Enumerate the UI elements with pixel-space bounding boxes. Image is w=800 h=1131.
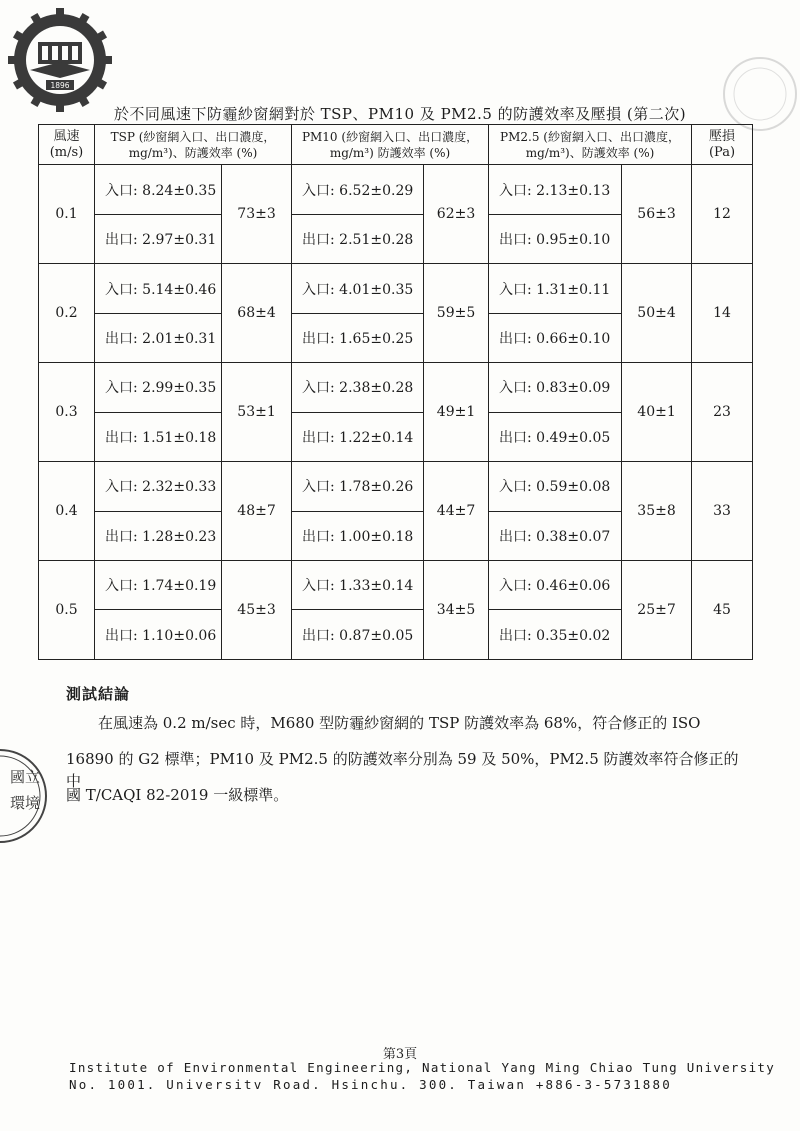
speed-cell: 0.4 <box>39 462 95 561</box>
svg-text:國立: 國立 <box>10 768 41 786</box>
speed-cell: 0.2 <box>39 264 95 363</box>
tsp-outlet: 出口: 2.97±0.31 <box>95 214 222 263</box>
tsp-inlet: 入口: 8.24±0.35 <box>95 165 222 214</box>
page-number: 第3頁 <box>382 1047 418 1062</box>
pressure-loss: 33 <box>692 462 753 561</box>
tsp-inlet: 入口: 2.32±0.33 <box>95 462 222 511</box>
table-row <box>39 462 753 511</box>
conclusion-line-2: 16890 的 G2 標準；PM10 及 PM2.5 的防護效率分別為 59 及 50%，PM2.5 防護效率符合修正的中 <box>66 750 739 790</box>
pm10-efficiency: 44±7 <box>424 462 489 561</box>
pm25-outlet: 出口: 0.66±0.10 <box>489 313 622 362</box>
table-row <box>39 165 753 214</box>
tsp-efficiency: 48±7 <box>222 462 292 561</box>
pressure-loss: 23 <box>692 363 753 462</box>
pm10-outlet: 出口: 2.51±0.28 <box>292 214 424 263</box>
header-pressure: 壓損 (Pa) <box>692 125 753 165</box>
pm25-inlet: 入口: 0.46±0.06 <box>489 561 622 610</box>
table-title: 於不同風速下防霾紗窗網對於 TSP、PM10 及 PM2.5 的防護效率及壓損 (第二次) <box>113 105 687 123</box>
speed-cell: 0.3 <box>39 363 95 462</box>
pm10-efficiency: 59±5 <box>424 264 489 363</box>
table-row <box>39 363 753 412</box>
table-row <box>39 561 753 610</box>
pm25-inlet: 入口: 0.59±0.08 <box>489 462 622 511</box>
pm25-efficiency: 56±3 <box>622 165 692 264</box>
tsp-efficiency: 68±4 <box>222 264 292 363</box>
gear-icon <box>8 8 112 112</box>
pm25-efficiency: 35±8 <box>622 462 692 561</box>
pm25-efficiency: 40±1 <box>622 363 692 462</box>
pm10-inlet: 入口: 4.01±0.35 <box>292 264 424 313</box>
pm25-efficiency: 50±4 <box>622 264 692 363</box>
pm10-efficiency: 62±3 <box>424 165 489 264</box>
pm25-outlet: 出口: 0.38±0.07 <box>489 511 622 560</box>
footer-institute: Institute of Environmental Engineering, National Yang Ming Chiao Tung University <box>69 1060 776 1075</box>
pm10-outlet: 出口: 1.65±0.25 <box>292 313 424 362</box>
pm10-inlet: 入口: 6.52±0.29 <box>292 165 424 214</box>
conclusion-line-1: 在風速為 0.2 m/sec 時，M680 型防霾紗窗網的 TSP 防護效率為 68%，符合修正的 ISO <box>98 714 701 732</box>
university-logo <box>8 8 112 112</box>
pm25-outlet: 出口: 0.49±0.05 <box>489 412 622 461</box>
conclusion-heading: 測試結論 <box>66 685 131 703</box>
tsp-efficiency: 73±3 <box>222 165 292 264</box>
pm10-efficiency: 49±1 <box>424 363 489 462</box>
header-tsp: TSP (紗窗網入口、出口濃度，mg/m³)、防護效率 (%) <box>95 125 292 165</box>
tsp-outlet: 出口: 2.01±0.31 <box>95 313 222 362</box>
conclusion-line-3: 國 T/CAQI 82-2019 一級標準。 <box>66 786 289 804</box>
pm10-inlet: 入口: 2.38±0.28 <box>292 363 424 412</box>
pressure-loss: 12 <box>692 165 753 264</box>
header-speed: 風速 (m/s) <box>39 125 95 165</box>
tsp-efficiency: 45±3 <box>222 561 292 660</box>
pm25-inlet: 入口: 2.13±0.13 <box>489 165 622 214</box>
pm10-efficiency: 34±5 <box>424 561 489 660</box>
pm25-outlet: 出口: 0.95±0.10 <box>489 214 622 263</box>
table-row <box>39 264 753 313</box>
pm10-inlet: 入口: 1.78±0.26 <box>292 462 424 511</box>
table-header-row <box>39 125 753 165</box>
tsp-inlet: 入口: 1.74±0.19 <box>95 561 222 610</box>
header-pm10: PM10 (紗窗網入口、出口濃度，mg/m³) 防護效率 (%) <box>292 125 489 165</box>
tsp-outlet: 出口: 1.10±0.06 <box>95 610 222 660</box>
pm10-outlet: 出口: 1.22±0.14 <box>292 412 424 461</box>
pm10-outlet: 出口: 1.00±0.18 <box>292 511 424 560</box>
pm25-inlet: 入口: 1.31±0.11 <box>489 264 622 313</box>
tsp-outlet: 出口: 1.28±0.23 <box>95 511 222 560</box>
header-pm25: PM2.5 (紗窗網入口、出口濃度，mg/m³)、防護效率 (%) <box>489 125 692 165</box>
pm10-outlet: 出口: 0.87±0.05 <box>292 610 424 660</box>
tsp-inlet: 入口: 2.99±0.35 <box>95 363 222 412</box>
pm10-inlet: 入口: 1.33±0.14 <box>292 561 424 610</box>
pressure-loss: 45 <box>692 561 753 660</box>
speed-cell: 0.1 <box>39 165 95 264</box>
logo-year: 1896 <box>50 81 70 90</box>
protection-efficiency-table <box>38 124 753 660</box>
svg-text:環境: 環境 <box>10 794 41 812</box>
pm25-inlet: 入口: 0.83±0.09 <box>489 363 622 412</box>
tsp-inlet: 入口: 5.14±0.46 <box>95 264 222 313</box>
pressure-loss: 14 <box>692 264 753 363</box>
pm25-outlet: 出口: 0.35±0.02 <box>489 610 622 660</box>
tsp-efficiency: 53±1 <box>222 363 292 462</box>
footer-address: No. 1001. Universitv Road. Hsinchu. 300. Taiwan +886-3-5731880 <box>69 1077 672 1092</box>
institute-seal <box>0 726 50 866</box>
pm25-efficiency: 25±7 <box>622 561 692 660</box>
tsp-outlet: 出口: 1.51±0.18 <box>95 412 222 461</box>
speed-cell: 0.5 <box>39 561 95 660</box>
